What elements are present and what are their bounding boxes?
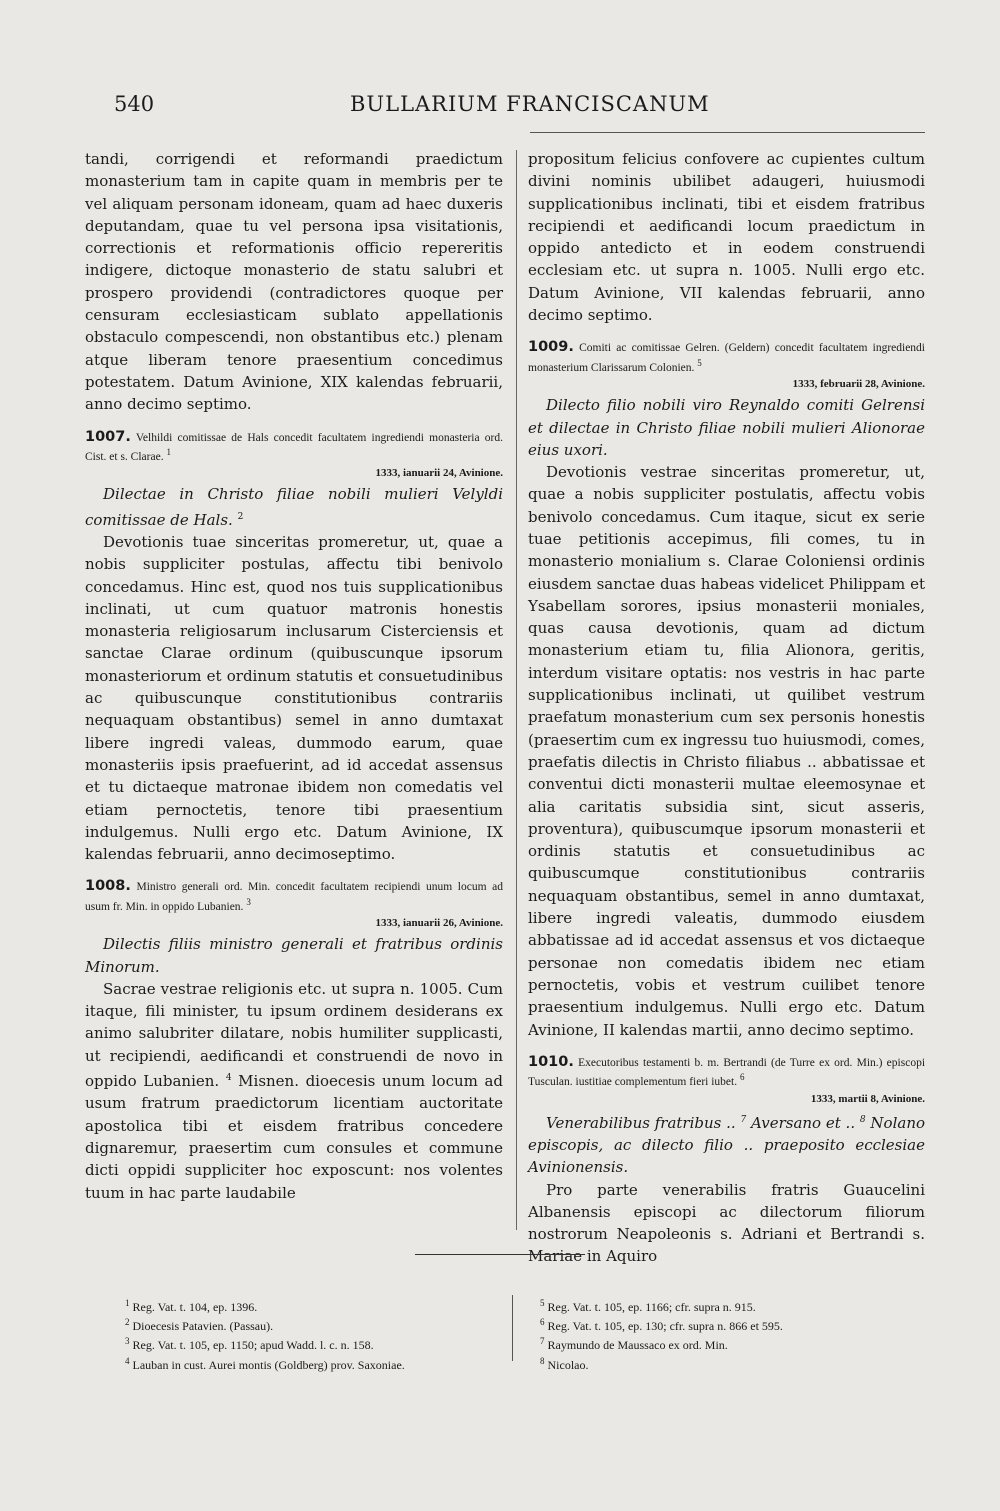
footnote <box>125 1296 510 1315</box>
entry-1008-date: 1333, ianuarii 26, Avinione. <box>375 917 503 930</box>
footnote-text: Reg. Vat. t. 105, ep. 1166; cfr. supra n. 915. <box>547 1300 756 1314</box>
footnote-text: Reg. Vat. t. 105, ep. 130; cfr. supra n. 866 et 595. <box>547 1319 783 1334</box>
entry-1007-text: Devotionis tuae sinceritas promeretur, ut, quae a nobis suppliciter postulas, affectu tibi benivolo concedamus. Hinc est, quod nos tuis supplicationibus inclinati, ut cum quatuor matronis honestis monasteria religiosarum inclusarum Cisterciensis et sanctae Clarae ordinum (quibuscunque ipsorum monasteriorum et ordinum statutis et consuetudinibus ac quibuscunque constitutionibus contrariis nequaquam obstantibus) semel in anno dumtaxat libere ingredi valeas, dummodo earum, quae monasteriis ipsis praefuerint, ad id accedat assensus et tu dictaeque matronae ibidem non comedatis vel etiam pernoctetis, tenore tibi praesentium indulgemus. Nulli ergo etc. Datum Avinione, IX kalendas februarii, anno decimoseptimo. <box>85 532 503 864</box>
running-head <box>114 92 924 126</box>
footnote-mark: 8 <box>540 1355 545 1366</box>
entry-1009-text: Devotionis vestrae sinceritas promeretur, ut, quae a nobis suppliciter postulatis, affectu vobis benivolo concedamus. Cum itaque, sicut ex serie tuae petitionis accepimus, fili comes, tu in monasterio monialium s. Clarae Coloniensi ordinis eiusdem sanctae duas habeas videlicet Philippam et Ysabellam sorores, ipsius monasterii moniales, quas causa devotionis, quam ad dictum monasterium etiam tu, filia Alionora, geritis, interdum visitare optatis: nos vestris in hac parte supplicationibus inclinati, ut quilibet vestrum praefatum monasterium cum sex personis honestis (praesertim cum ex ingressu tuo huiusmodi, comes, praefatis dilectis in Christo filiabus .. abbatissae et conventui dicti monasterii multae eleemosynae et alia caritatis subsidia sint, sicut asseris, proventura), quibuscumque ipsorum monasterii et ordinis statutis et consuetudinibus ac quibuscumque constitutionibus contrariis nequaquam obstantibus, semel in anno dumtaxat, libere ingredi valeatis, dummodo eiusdem abbatissae ad id accedat assensus et vos dictaeque personae non comedatis ibidem nec etiam pernoctetis, vobis et vestrum cuilibet tenore praesentium indulgemus. Nulli ergo etc. Datum Avinione, II kalendas martii, anno decimo septimo. <box>528 463 925 1039</box>
entry-1007-summary <box>85 430 503 465</box>
entry-1007-date: 1333, ianuarii 24, Avinione. <box>375 467 503 480</box>
entry-number: 1010. <box>528 1053 574 1070</box>
footnote-mark: 7 <box>540 1336 545 1347</box>
entry-1007-address <box>85 483 503 531</box>
footnote <box>125 1354 510 1373</box>
footnote-mark: 6 <box>540 1317 545 1328</box>
address-text: Dilectae in Christo filiae nobili mulieri Velyldi comitissae de Hals. <box>85 485 503 529</box>
entry-1009-address: Dilecto filio nobili viro Reynaldo comiti Gelrensi et dilectae in Christo filiae nobili mulieri Alionorae eius uxori. <box>528 396 925 459</box>
footnote <box>125 1334 510 1353</box>
footnote-text: Lauban in cust. Aurei montis (Goldberg) prov. Saxoniae. <box>132 1357 405 1372</box>
entry-summary-text: Velhildi comitissae de Hals concedit facultatem ingrediendi monasteria ord. Cist. et s. Clarae. <box>85 431 504 463</box>
footnote-marker: 6 <box>739 1072 745 1083</box>
footnote-divider <box>512 1295 513 1361</box>
address-part: Nolano episcopis, ac dilecto filio .. praeposito ecclesiae Avinionensis. <box>528 1113 926 1177</box>
page-number: 540 <box>114 92 155 116</box>
entry-number: 1009. <box>528 339 574 356</box>
header-rule <box>530 132 925 133</box>
footnote <box>540 1334 920 1353</box>
right-column <box>528 148 925 1268</box>
footnote-marker: 8 <box>859 1114 866 1125</box>
entry-1008-summary <box>85 879 503 914</box>
footnote-mark: 1 <box>125 1298 130 1308</box>
footnote-marker: 5 <box>697 357 702 368</box>
entry-summary-text: Comiti ac comitissae Gelren. (Geldern) concedit facultatem ingrediendi monasterium Clarissarum Colonien. <box>528 342 926 374</box>
text-part: Sacrae vestrae religionis etc. ut supra n. 1005. Cum itaque, fili minister, tu ipsum ordinem desiderans ex animo salubriter dilatare, nobis humiliter supplicasti, ut recipiendi, aedificandi et construendi de novo in oppido Lubanien. <box>85 979 503 1091</box>
entry-1009-date: 1333, februarii 28, Avinione. <box>792 378 925 391</box>
footnote-marker: 7 <box>740 1114 747 1125</box>
running-title: BULLARIUM FRANCISCANUM <box>350 92 710 116</box>
footnote-text: Raymundo de Maussaco ex ord. Min. <box>547 1338 728 1353</box>
entry-1009-summary <box>528 340 925 375</box>
footnote-text: Nicolao. <box>547 1357 589 1372</box>
entry-1010-address <box>528 1109 925 1179</box>
footnote-text: Dioecesis Patavien. (Passau). <box>132 1319 274 1334</box>
entry-summary-text: Ministro generali ord. Min. concedit facultatem recipiendi unum locum ad usum fr. Min. in oppido Lubanien. <box>85 881 504 913</box>
footnote-mark: 5 <box>540 1298 545 1308</box>
footnote <box>540 1315 920 1334</box>
footnote-mark: 4 <box>125 1355 130 1366</box>
column-divider <box>516 150 517 1230</box>
entry-number: 1007. <box>85 428 131 445</box>
entry-1010-date: 1333, martii 8, Avinione. <box>810 1092 925 1105</box>
entry-1008-text <box>85 978 503 1204</box>
entry-summary-text: Executoribus testamenti b. m. Bertrandi (de Turre ex ord. Min.) episcopi Tusculan. iustitiae complementum fieri iubet. <box>528 1056 926 1089</box>
footnotes-left <box>125 1296 510 1373</box>
left-column <box>85 148 503 1204</box>
footnote-mark: 2 <box>125 1317 130 1328</box>
footnote-text: Reg. Vat. t. 105, ep. 1150; apud Wadd. l. c. n. 158. <box>132 1338 374 1353</box>
continued-paragraph: propositum felicius confovere ac cupientes cultum divini nominis ubilibet adaugeri, huiusmodi supplicationibus inclinati, tibi et eisdem fratribus recipiendi et aedificandi locum praedictum in oppido antedicto et in eodem construendi ecclesiam etc. ut supra n. 1005. Nulli ergo etc. Datum Avinione, VII kalendas februarii, anno decimo septimo. <box>528 150 925 325</box>
footnote-marker: 2 <box>237 511 244 522</box>
footnote-rule <box>415 1254 585 1255</box>
footnote-marker: 4 <box>225 1073 232 1084</box>
footnote <box>125 1315 510 1334</box>
entry-1008-address: Dilectis filiis ministro generali et fratribus ordinis Minorum. <box>85 935 503 976</box>
footnote-marker: 3 <box>246 896 251 907</box>
footnote <box>540 1296 920 1315</box>
footnote-text: Reg. Vat. t. 104, ep. 1396. <box>132 1300 258 1314</box>
footnotes-right <box>540 1296 920 1373</box>
footnote <box>540 1354 920 1373</box>
footnote-mark: 3 <box>125 1336 130 1347</box>
footnote-marker: 1 <box>166 447 171 458</box>
entry-number: 1008. <box>85 878 131 895</box>
text-part: Misnen. dioecesis unum locum ad usum fratrum praedictorum licentiam auctoritate apostolica tibi et eisdem fratribus concedere dignaremur, praesertim cum consules et commune dicti oppidi suppliciter hoc exposcunt: nos volentes tuum in hac parte laudabile <box>85 1072 503 1202</box>
address-part: Aversano et .. <box>751 1113 856 1132</box>
entry-1010-text: Pro parte venerabilis fratris Guaucelini Albanensis episcopi ac dilectorum filiorum nostrorum Neapoleonis s. Adriani et Bertrandi s. Mariae in Aquiro <box>528 1180 925 1266</box>
address-part: Venerabilibus fratribus .. <box>546 1113 736 1132</box>
continued-paragraph: tandi, corrigendi et reformandi praedictum monasterium tam in capite quam in membris per te vel aliquam personam idoneam, quam ad haec duxeris deputandam, quae tu vel persona ipsa visitationis, correctionis et reformationis officio repereritis indigere, dictoque monasterio de statu salubri et prospero providendi (contradictores quoque per censuram ecclesiasticam sublato appellationis obstaculo compescendi, non obstantibus etc.) plenam atque liberam tenore praesentium concedimus potestatem. Datum Avinione, XIX kalendas februarii, anno decimo septimo. <box>85 150 503 414</box>
entry-1010-summary <box>528 1055 925 1090</box>
